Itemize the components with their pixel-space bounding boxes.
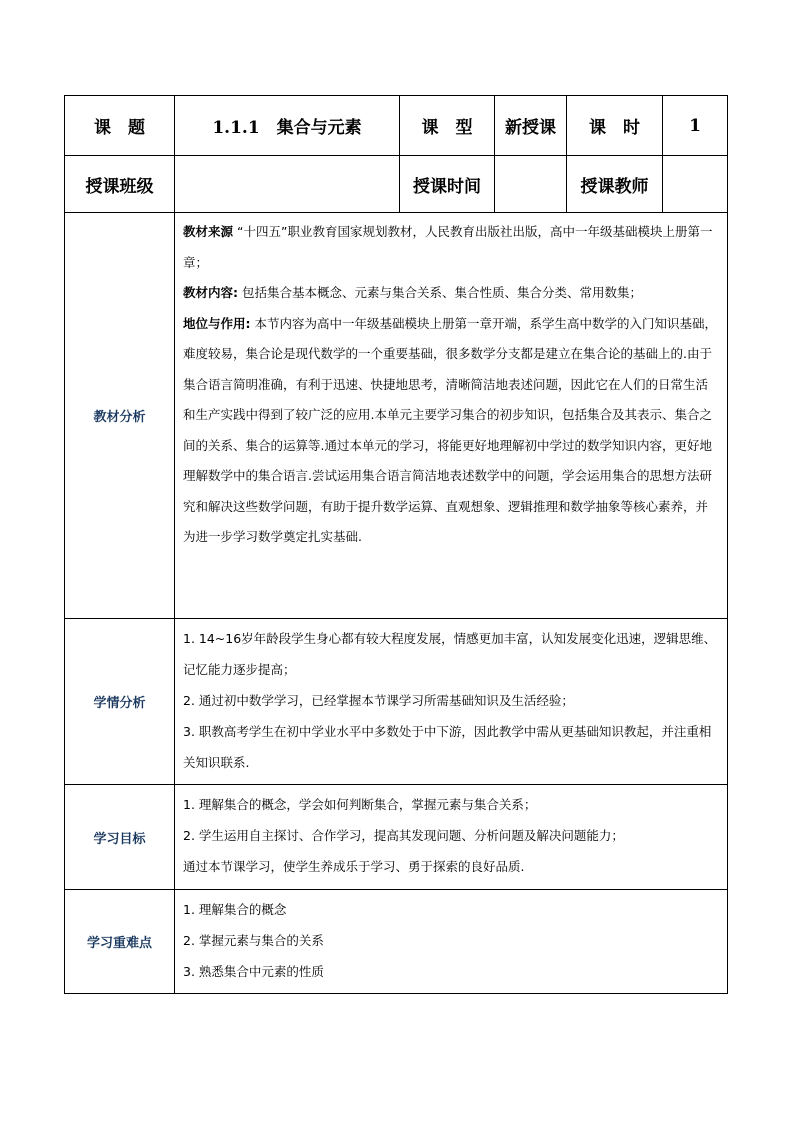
- header-row-1: [65, 96, 728, 156]
- textbook-content-key: 教材内容:: [183, 285, 238, 300]
- textbook-content-text: 包括集合基本概念、元素与集合关系、集合性质、集合分类、常用数集；: [241, 285, 642, 300]
- learning-goal-item: 1. 理解集合的概念，学会如何判断集合，掌握元素与集合关系；: [183, 797, 537, 812]
- topic-value: 1.1.1 集合与元素: [175, 96, 400, 156]
- header-row-2: [65, 156, 728, 213]
- type-label: 课 型: [400, 96, 495, 156]
- class-value: [175, 156, 400, 213]
- learning-goal-item: 通过本节课学习，使学生养成乐于学习、勇于探索的良好品质.: [183, 859, 525, 874]
- teacher-value: [663, 156, 728, 213]
- learning-goals-label: 学习目标: [65, 785, 175, 890]
- hours-value: 1: [663, 96, 728, 156]
- time-label: 授课时间: [400, 156, 495, 213]
- type-value: 新授课: [495, 96, 567, 156]
- textbook-source-text: “十四五”职业教育国家规划教材，人民教育出版社出版，高中一年级基础模块上册第一章；: [183, 224, 713, 270]
- time-value: [495, 156, 567, 213]
- learning-goals-content: [175, 785, 728, 890]
- key-points-label: 学习重难点: [65, 890, 175, 994]
- textbook-role-key: 地位与作用:: [183, 315, 251, 331]
- key-points-row: [65, 890, 728, 994]
- textbook-content: [183, 278, 719, 309]
- topic-label: 课 题: [65, 96, 175, 156]
- student-analysis-item: 2. 通过初中数学学习，已经掌握本节课学习所需基础知识及生活经验；: [183, 693, 574, 708]
- key-points-content: [175, 890, 728, 994]
- class-label: 授课班级: [65, 156, 175, 213]
- textbook-source: [183, 217, 719, 278]
- student-analysis-row: [65, 619, 728, 785]
- key-point-item: 1. 理解集合的概念: [183, 902, 287, 917]
- teacher-label: 授课教师: [567, 156, 663, 213]
- key-point-item: 3. 熟悉集合中元素的性质: [183, 964, 324, 979]
- textbook-analysis-label: 教材分析: [65, 213, 175, 619]
- student-analysis-content: [175, 619, 728, 785]
- textbook-role: [183, 309, 719, 553]
- textbook-role-text: 本节内容为高中一年级基础模块上册第一章开端，系学生高中数学的入门知识基础，难度较易，集合论是现代数学的一个重要基础，很多数学分支都是建立在集合论的基础上的.由于集合语言简明准确，有利于迅速、快捷地思考，清晰简洁地表述问题，因此它在人们的日常生活和生产实践中得到了较广泛的应用.本单元主要学习集合的初步知识，包括集合及其表示、集合之间的关系、集合的运算等.通过本单元的学习，将能更好地理解初中学过的数学知识内容，更好地理解数学中的集合语言.尝试运用集合语言简洁地表述数学中的问题，学会运用集合的思想方法研究和解决这些数学问题，有助于提升数学运算、直观想象、逻辑推理和数学抽象等核心素养，并为进一步学习数学奠定扎实基础.: [183, 315, 717, 544]
- student-analysis-item: 3. 职教高考学生在初中学业水平中多数处于中下游，因此教学中需从更基础知识教起，并注重相关知识联系.: [183, 724, 712, 770]
- textbook-analysis-row: [65, 213, 728, 619]
- key-point-item: 2. 掌握元素与集合的关系: [183, 933, 324, 948]
- lesson-plan-table: [64, 95, 728, 994]
- student-analysis-item: 1. 14~16岁年龄段学生身心都有较大程度发展，情感更加丰富，认知发展变化迅速，逻辑思维、记忆能力逐步提高；: [183, 631, 717, 677]
- hours-label: 课 时: [567, 96, 663, 156]
- learning-goal-item: 2. 学生运用自主探讨、合作学习，提高其发现问题、分析问题及解决问题能力；: [183, 828, 624, 843]
- textbook-source-key: 教材来源: [183, 224, 234, 239]
- student-analysis-label: 学情分析: [65, 619, 175, 785]
- textbook-analysis-content: [175, 213, 728, 619]
- learning-goals-row: [65, 785, 728, 890]
